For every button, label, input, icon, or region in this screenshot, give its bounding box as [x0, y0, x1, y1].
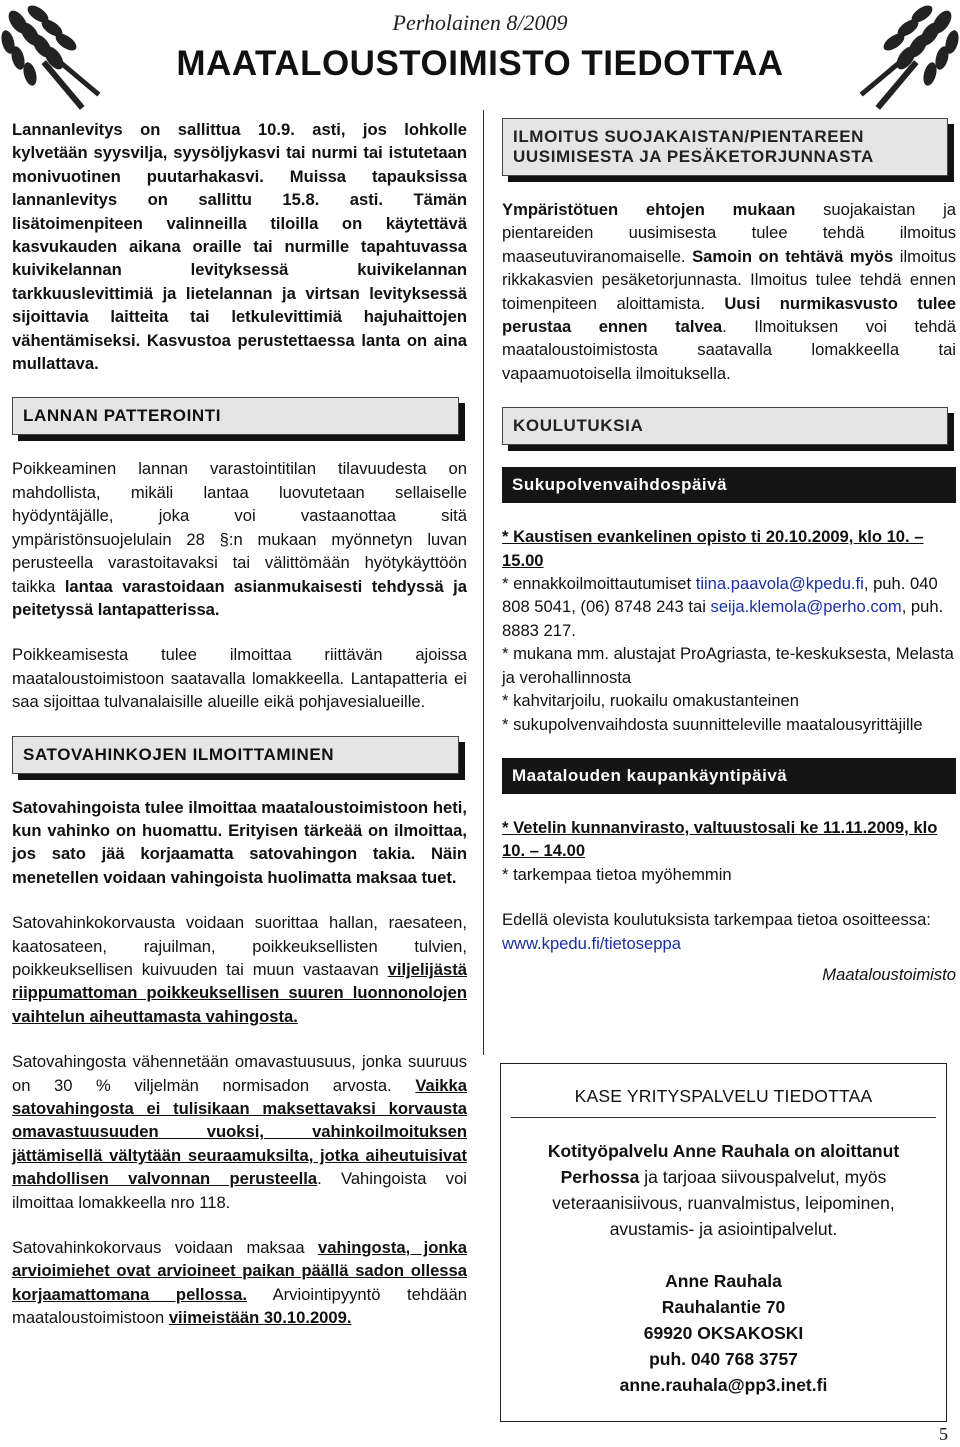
- patterointi-paragraph-2: [12, 643, 467, 713]
- signature: Maataloustoimisto: [822, 964, 956, 984]
- text-run[interactable]: www.kpedu.fi/tietoseppa: [502, 933, 681, 953]
- text-run: * Kaustisen evankelinen opisto ti 20.10.2009, klo 10. – 15.00: [502, 527, 924, 570]
- contact-phone: puh. 040 768 3757: [649, 1349, 798, 1369]
- contact-postal: 69920 OKSAKOSKI: [643, 1323, 804, 1343]
- text-run: Arviointipyyntö tehdään maataloustoimistoon: [12, 1284, 467, 1328]
- text-run: Satovahingoista tulee ilmoittaa maataloustoimistoon heti, kun vahinko on huomattu. Erityisen tärkeää on ilmoittaa, jos sato jää korjaamatta satovahingon takia. Näin menetellen voidaan vahingoista huolimatta maksaa tuet.: [12, 797, 467, 887]
- ad-title: KASE YRITYSPALVELU TIEDOTTAA: [574, 1086, 873, 1106]
- suojakaista-paragraph: [502, 198, 956, 385]
- wheat-left-icon: [0, 0, 120, 112]
- ad-contact: [501, 1268, 946, 1398]
- text-run: Poikkeaminen lannan varastointitilan tilavuudesta on mahdollista, mikäli lantaa luovutetaan sellaiselle hyödyntäjälle, joka voi vastaanottaa sitä ympäristönsuojelulain 28 §:n mukaan myönnetyn luvan perusteella varastoitavaksi tai välittömään hyötykäyttöön taikka: [12, 459, 467, 596]
- text-run: , puh. 040 808 5041, (06) 8748 243 tai: [502, 574, 938, 617]
- ad-box: [500, 1063, 947, 1422]
- text-run: vahingosta, jonka arvioimiehet ovat arvioineet paikan päällä sadon ollessa korjaamattomana pellossa.: [12, 1238, 468, 1304]
- text-run: ja tarjoaa siivouspalvelut, myös veteraanisiivous, ruanvalmistus, leipominen, avustamis- ja asiointipalvelut.: [552, 1167, 895, 1239]
- ad-text: [501, 1138, 946, 1242]
- text-run: lantaa varastoidaan asianmukaisesti tehdyssä ja peitetyssä lantapatterissa.: [12, 576, 467, 619]
- text-run: * kahvitarjoilu, ruokailu omakustanteinen: [502, 691, 800, 711]
- patterointi-paragraph-1: [12, 457, 467, 621]
- heading-sukupolvenvaihdospaiva: Sukupolvenvaihdospäivä: [502, 467, 956, 503]
- sukupolvi-paragraph: [502, 525, 956, 736]
- text-run: Vaikka satovahingosta ei tulisikaan maksettavaksi korvausta omavastuusuuden vuoksi, vahinkoilmoituksen jättämisellä vältytään seuraamuksilta, jotka aiheutuisivat mahdollisen valvonnan perusteella: [12, 1075, 467, 1189]
- kauppa-paragraph: [502, 816, 956, 886]
- text-run: * sukupolvenvaihdosta suunnitteleville maatalousyrittäjille: [502, 714, 923, 734]
- text-run[interactable]: seija.klemola@perho.com: [710, 597, 902, 617]
- text-run[interactable]: tiina.paavola@kpedu.fi: [695, 574, 864, 594]
- contact-street: Rauhalantie 70: [661, 1297, 786, 1317]
- text-run: Ympäristötuen ehtojen mukaan: [502, 200, 796, 219]
- text-run: * Vetelin kunnanvirasto, valtuustosali ke 11.11.2009, klo 10. – 14.00: [502, 817, 938, 861]
- text-run: Samoin on tehtävä myös: [692, 246, 894, 266]
- heading-kaupankayntipaiva: Maatalouden kaupankäyntipäivä: [502, 758, 956, 794]
- more-info-paragraph: [502, 908, 956, 955]
- text-run: * tarkempaa tietoa myöhemmin: [502, 864, 732, 884]
- sato-paragraph-4: [12, 1236, 467, 1330]
- text-run: Poikkeamisesta tulee ilmoittaa riittävän ajoissa maataloustoimistoon saatavalla lomakkeella. Lantapatteria ei saa sijoittaa tulvanalaisille alueille eikä pohjavesialueille.: [12, 645, 467, 712]
- text-run: * ennakkoilmoittautumiset: [502, 574, 696, 594]
- wheat-right-icon: [840, 0, 960, 112]
- sato-paragraph-1: [12, 796, 467, 890]
- text-run: Uusi nurmikasvusto tulee perustaa ennen talvea: [502, 293, 956, 337]
- text-run: . Vahingoista voi ilmoittaa lomakkeella nro 118.: [12, 1169, 467, 1212]
- text-run: viljelijästä riippumattoman poikkeuksellisen suuren luonnonolojen vaihtelun aiheuttamasta vahingosta.: [12, 959, 467, 1026]
- text-run: ilmoitus rikkakasvien pesäketorjunnasta. Ilmoitus tulee tehdä ennen toimenpiteen aloittamista.: [502, 246, 957, 313]
- column-divider: [483, 110, 484, 1055]
- contact-email: anne.rauhala@pp3.inet.fi: [619, 1375, 828, 1395]
- left-column: [12, 118, 467, 1330]
- page-title: MAATALOUSTOIMISTO TIEDOTTAA: [176, 44, 784, 83]
- sato-paragraph-2: [12, 911, 467, 1028]
- text-run: * mukana mm. alustajat ProAgriasta, te-keskuksesta, Melasta ja verohallinnosta: [502, 644, 954, 687]
- text-run: viimeistään 30.10.2009.: [168, 1308, 352, 1328]
- text-run: Satovahingosta vähennetään omavastuusuus, jonka suuruus on 30 % viljelmän normisadon arvosta.: [12, 1052, 467, 1095]
- text-run: Satovahinkokorvausta voidaan suorittaa hallan, raesateen, kaatosateen, rajuilman, poikkeuksellisten tulvien, poikkeuksellisen kuivuuden tai muun vastaavan: [12, 913, 467, 979]
- text-run: Kotityöpalvelu Anne Rauhala on aloittanut Perhossa: [547, 1141, 900, 1187]
- page-number: 5: [939, 1424, 948, 1444]
- text-run: Satovahinkokorvaus voidaan maksaa: [12, 1238, 319, 1258]
- sato-paragraph-3: [12, 1050, 467, 1214]
- text-run: suojakaistan ja pientareiden uusimisesta tulee tehdä ilmoitus maaseutuviranomaiselle.: [502, 200, 956, 266]
- text-run: Edellä olevista koulutuksista tarkempaa tietoa osoitteessa:: [502, 910, 931, 930]
- heading-suojakaista: ILMOITUS SUOJAKAISTAN/PIENTAREEN UUSIMISESTA JA PESÄKETORJUNNASTA: [502, 118, 948, 176]
- right-column: [502, 118, 956, 985]
- text-run: Lannanlevitys on sallittua 10.9. asti, jos lohkolle kylvetään syysvilja, syysöljykasvi tai nurmi tai istutetaan monivuotinen puutarhakasvi. Muissa tapauksissa lannanlevitys on sallittu 15.8. asti. Tämän lisätoimenpiteen valinneilla tiloilla on käytettävä kasvukauden aikana oraille tai nurmille tapahtuvassa kuivikelannan levityksessä kuivikelannan tarkkuuslevittimiä ja lietelannan ja virtsan levityksessä sijoittavia laitteita tai letkulevittimiä hajuhaittojen vähentämiseksi. Kasvustoa perustettaessa lanta on aina mullattava.: [12, 120, 467, 374]
- contact-name: Anne Rauhala: [665, 1271, 782, 1291]
- heading-satovahinkojen-ilmoittaminen: SATOVAHINKOJEN ILMOITTAMINEN: [12, 736, 459, 774]
- ad-divider: [511, 1117, 936, 1118]
- text-run: . Ilmoituksen voi tehdä maataloustoimistosta saatavalla lomakkeella tai vapaamuotoisella ilmoituksella.: [502, 317, 956, 383]
- issue-label: Perholainen 8/2009: [392, 10, 568, 35]
- heading-lannan-patterointi: LANNAN PATTEROINTI: [12, 397, 459, 435]
- text-run: , puh. 8883 217.: [502, 597, 944, 640]
- heading-koulutuksia: KOULUTUKSIA: [502, 407, 948, 445]
- intro-paragraph: [12, 118, 467, 375]
